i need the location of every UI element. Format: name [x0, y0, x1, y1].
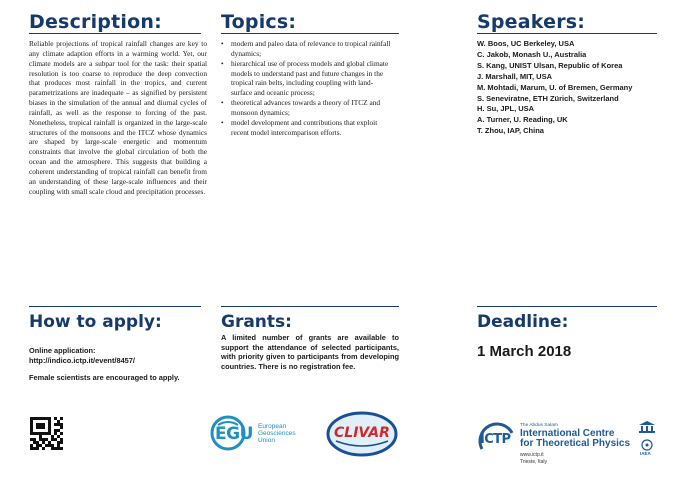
speaker-item: T. Zhou, IAP, China	[477, 126, 544, 136]
description-text: Reliable projections of tropical rainfall changes are key to any climate adaption efforts in a warming world. Yet, our climate models are a subpar tool for the task: their spatial resolution is too coarse to reproduce the deep convection that produces most rainfall in the tropics, and current parametrizations are inadequate – as signified by persistent biases in the simulation of the annual and diurnal cycles of rainfall, as well as the response to forcing of the past. Nonetheless, tropical rainfall is organized in the large-scale structures of the monsoons and the ITCZ whose dynamics are shaped by large-scale energetic and momentum constraints that involve the global circulation of both the ocean and the atmosphere. This suggests that building a coherent understanding of tropical rainfall can benefit from an understanding of these large-scale influences and their coupling with small scale cloud and precipitation processes.	[29, 39, 207, 196]
speakers-rule	[477, 33, 657, 34]
ictp-top-line: The Abdus Salam	[520, 423, 558, 428]
apply-heading: How to apply:	[29, 312, 162, 332]
speaker-item: M. Mohtadi, Marum, U. of Bremen, Germany	[477, 82, 633, 92]
ictp-name: for Theoretical Physics	[520, 438, 631, 449]
speaker-item: J. Marshall, MIT, USA	[477, 71, 553, 81]
deadline-date: 1 March 2018	[477, 343, 572, 360]
grants-top-rule	[221, 306, 399, 307]
grants-heading: Grants:	[221, 312, 292, 332]
apply-link[interactable]: http://indico.ictp.it/event/8457/	[29, 356, 135, 365]
ictp-text	[520, 423, 635, 465]
ictp-mark: ICTP	[480, 432, 511, 447]
speakers-list	[477, 39, 667, 137]
clivar-logo	[326, 411, 398, 457]
clivar-mark: CLIVAR	[334, 425, 390, 441]
egu-line: European	[258, 423, 287, 430]
topic-item: • theoretical advances towards a theory of ITCZ and monsoon dynamics;	[221, 98, 393, 118]
speaker-item: C. Jakob, Monash U., Australia	[477, 49, 587, 59]
speaker-item: S. Seneviratne, ETH Zürich, Switzerland	[477, 93, 619, 103]
unesco-temple-icon	[639, 421, 655, 433]
deadline-heading: Deadline:	[477, 312, 569, 332]
egu-logo	[210, 412, 300, 454]
egu-line: Union	[258, 437, 275, 445]
apply-note: Female scientists are encouraged to apply.	[29, 373, 180, 382]
speaker-item: S. Kang, UNIST Ulsan, Republic of Korea	[477, 60, 623, 70]
speaker-item: H. Su, JPL, USA	[477, 104, 535, 114]
qr-module	[60, 447, 63, 450]
apply-label: Online application:	[29, 346, 96, 355]
description-heading: Description:	[29, 11, 162, 33]
deadline-top-rule	[477, 306, 657, 307]
speaker-item: W. Boos, UC Berkeley, USA	[477, 39, 575, 48]
ictp-place: Trieste, Italy	[520, 459, 548, 465]
speaker-item: A. Turner, U. Reading, UK	[477, 115, 568, 125]
iaea-emblem-icon	[640, 439, 654, 451]
iaea-label: IAEA	[640, 451, 651, 456]
grants-text: A limited number of grants are available to support the attendance of selected participants, with priority given to participants from developing countries. There is no registration fee.	[221, 333, 399, 371]
egu-text	[258, 423, 296, 445]
topics-list	[221, 39, 393, 137]
topics-rule	[221, 33, 399, 34]
topics-heading: Topics:	[221, 11, 297, 33]
egu-line: Geosciences	[258, 430, 296, 438]
qr-code	[30, 417, 63, 450]
egu-mark: EGU	[215, 424, 253, 444]
ictp-name: International Centre	[520, 428, 615, 439]
ictp-url: www.ictp.it	[520, 452, 544, 458]
topic-item: • model development and contributions that exploit recent model intercomparison efforts.	[221, 118, 393, 138]
topic-item: • modern and paleo data of relevance to tropical rainfall dynamics;	[221, 39, 393, 59]
ictp-emblem	[478, 421, 516, 459]
apply-top-rule	[29, 306, 201, 307]
description-rule	[29, 33, 201, 34]
topic-item: • hierarchical use of process models and global climate models to understand past and future changes in the tropical rain belts, including coupling with land-surface and oceanic process;	[221, 59, 393, 98]
speakers-heading: Speakers:	[477, 11, 586, 33]
